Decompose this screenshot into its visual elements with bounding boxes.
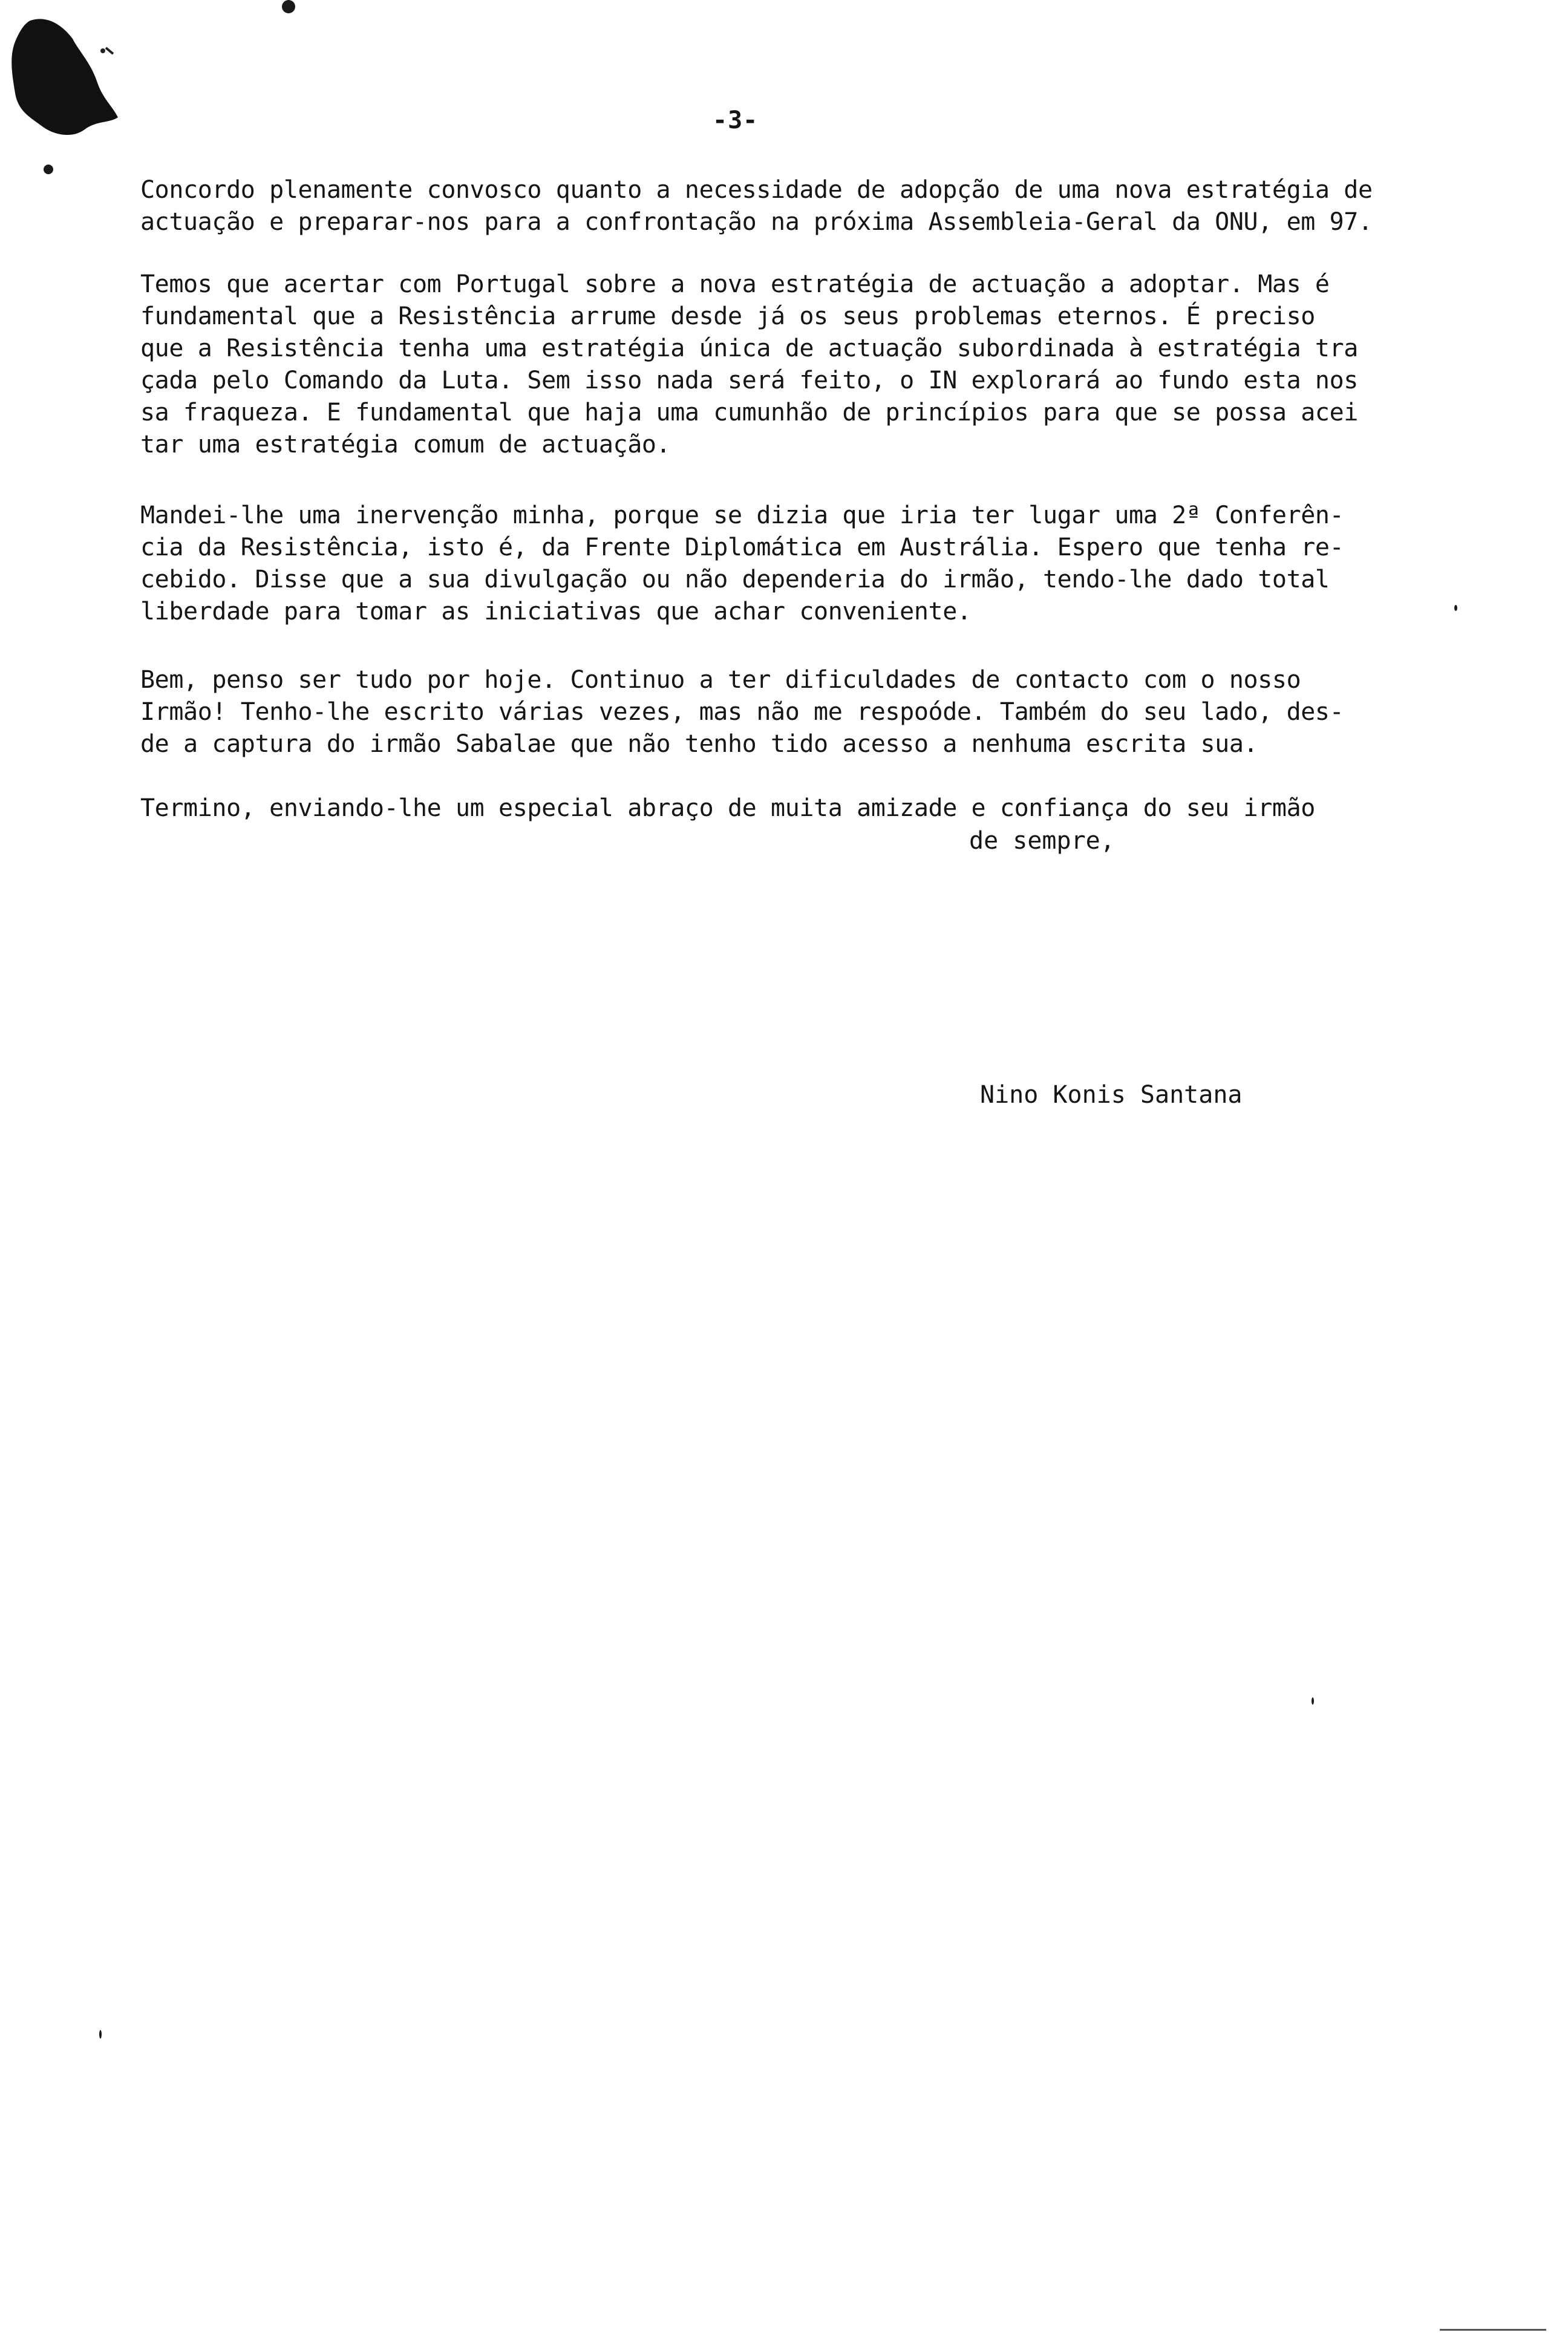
scan-speck: [1312, 1697, 1314, 1705]
signature-name: Nino Konis Santana: [980, 1081, 1243, 1109]
paragraph-5: Termino, enviando-lhe um especial abraço de muita amizade e confiança do seu irmão: [140, 794, 1315, 822]
paragraph-3: Mandei-lhe uma inervenção minha, porque se dizia que iria ter lugar uma 2ª Conferên- cia da Resistência, isto é, da Frente Diplomática em Austrália. Espero que tenha re- cebido. Disse que a sua divulgação ou não dependeria do irmão, tendo-lhe dado total liberdade para tomar as iniciativas que achar conveniente.: [140, 501, 1344, 625]
ink-blot-stain: [6, 15, 121, 142]
page-number: -3-: [713, 106, 759, 134]
scan-speck: [282, 0, 295, 13]
closing-line: de sempre,: [969, 827, 1115, 855]
scan-speck: [99, 2030, 102, 2039]
scan-edge-line: [1440, 2329, 1546, 2331]
paragraph-1: Concordo plenamente convosco quanto a necessidade de adopção de uma nova estratégia de actuação e preparar-nos para a confrontação na próxima Assembleia-Geral da ONU, em 97.: [140, 176, 1373, 236]
paragraph-2: Temos que acertar com Portugal sobre a nova estratégia de actuação a adoptar. Mas é fundamental que a Resistência arrume desde já os seus problemas eternos. É preciso que a Resistência tenha uma estratégia única de actuação subordinada à estratégia tra çada pelo Comando da Luta. Sem isso nada será feito, o IN explorará ao fundo esta nos sa fraqueza. E fundamental que haja uma cumunhão de princípios para que se possa acei tar uma estratégia comum de actuação.: [140, 270, 1358, 459]
paragraph-4: Bem, penso ser tudo por hoje. Continuo a ter dificuldades de contacto com o nosso Irmão! Tenho-lhe escrito várias vezes, mas não me respoóde. Também do seu lado, des- de a captura do irmão Sabalae que não tenho tido acesso a nenhuma escrita sua.: [140, 666, 1344, 758]
scan-speck: [1454, 605, 1457, 611]
scan-speck: [44, 165, 53, 174]
